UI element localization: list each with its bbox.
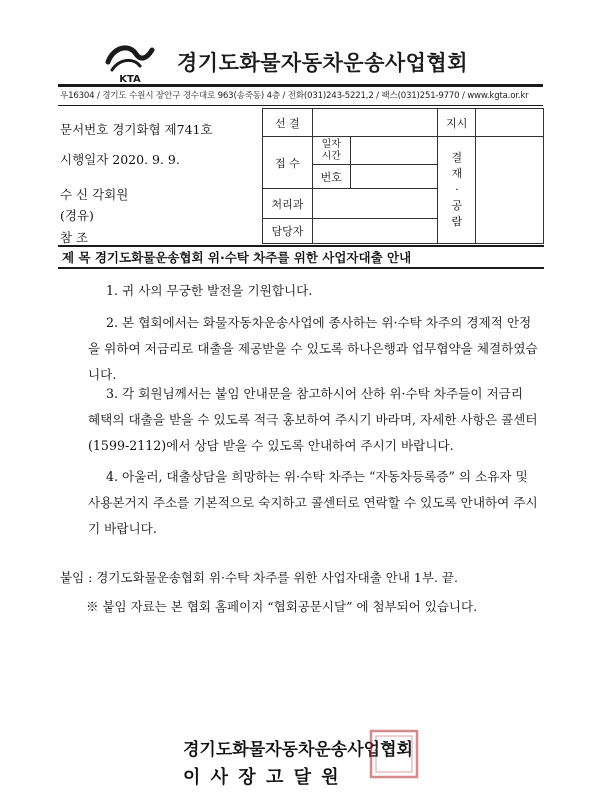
cheorigwa-cell (312, 189, 438, 219)
kta-logo (100, 40, 160, 84)
beonho-cell (350, 165, 438, 189)
approval-table (262, 108, 544, 244)
signature-org: 경기도화물자동차운송사업협회 (183, 740, 413, 760)
paragraph-3: 3. 각 회원님께서는 붙임 안내문을 참고하시어 산하 위·수탁 차주들이 저금리 혜택의 대출을 받을 수 있도록 적극 홍보하여 주시기 바라며, 자세한 사항은 콜센터(1599-2112)에서 상담 받을 수 있도록 안내하여 주시기 바랍니다. (88, 386, 538, 453)
damdangja-label: 담당자 (263, 219, 313, 244)
note: ※ 붙임 자료는 본 협회 홈페이지 “협회공문시달” 에 첨부되어 있습니다. (86, 599, 478, 614)
attachment: 붙임 : 경기도화물운송협회 위·수탁 차주를 위한 사업자대출 안내 1부. 끝. (60, 570, 458, 585)
cheorigwa-label: 처리과 (263, 189, 313, 219)
jeopsu-label: 접 수 (263, 137, 313, 189)
official-seal (368, 728, 420, 780)
gyeoljae-cell (476, 137, 544, 244)
beonho-label: 번호 (312, 165, 350, 189)
jiksi-cell (476, 109, 544, 137)
signature-name: 이 사 장 고 달 원 (183, 767, 341, 788)
seon-gyeol-label: 선 결 (263, 109, 313, 137)
jiksi-label: 지시 (438, 109, 476, 137)
org-title: 경기도화물자동차운송사업협회 (177, 51, 469, 75)
paragraph-4: 4. 아울러, 대출상담을 희망하는 위·수탁 차주는 “자동차등록증” 의 소유자 및 사용본거지 주소를 기본적으로 숙지하고 콜센터로 연락할 수 있도록 안내하여 주시기 바랍니다. (88, 469, 538, 536)
address-line: 우16304 / 경기도 수원시 장안구 경수대로 963(송죽동) 4층 / 전화(031)243-5221,2 / 팩스(031)251-9770 / www.kgta.or.kr (60, 91, 529, 101)
paragraph-1: 1. 귀 사의 무궁한 발전을 기원합니다. (106, 283, 313, 298)
doc-number: 문서번호 경기화협 제741호 (60, 122, 213, 137)
subject: 제 목 경기도화물운송협회 위·수탁 차주를 위한 사업자대출 안내 (62, 250, 412, 265)
paragraph-2: 2. 본 협회에서는 화물자동차운송사업에 종사하는 위·수탁 차주의 경제적 안정을 위하여 저금리로 대출을 제공받을 수 있도록 하나은행과 업무협약을 체결하였습니다. (88, 315, 538, 382)
recipient: 수 신 각회원 (60, 187, 129, 202)
ilja-time-label: 일자 시간 (312, 137, 350, 165)
reference: 참 조 (60, 230, 89, 245)
logo-text: KTA (119, 74, 141, 84)
ilja-time-cell (350, 137, 438, 165)
damdangja-cell (312, 219, 438, 244)
seon-gyeol-cell (312, 109, 438, 137)
doc-date: 시행일자 2020. 9. 9. (60, 152, 180, 167)
via: (경유) (60, 208, 94, 223)
gyeoljae-label: 결 재 · 공 람 (438, 137, 476, 244)
